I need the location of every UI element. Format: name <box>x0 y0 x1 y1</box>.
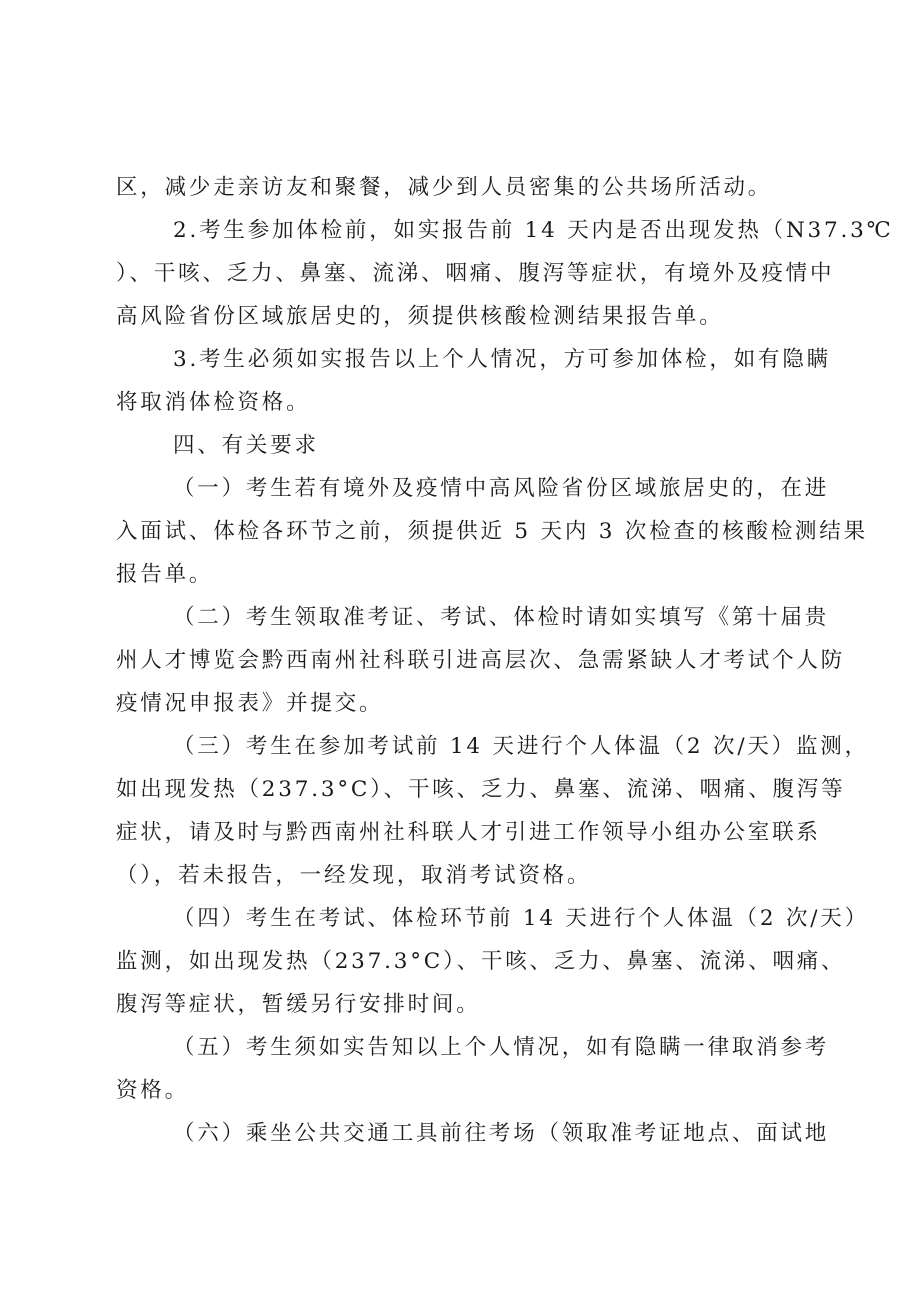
text-line: 3.考生必须如实报告以上个人情况，方可参加体检，如有隐瞒 <box>173 347 831 372</box>
text-line: 报告单。 <box>116 562 214 587</box>
text-line: （六）乘坐公共交通工具前往考场（领取准考证地点、面试地 <box>173 1121 830 1146</box>
text-line: 高风险省份区域旅居史的，须提供核酸检测结果报告单。 <box>116 304 724 329</box>
text-line: 监测，如出现发热（237.3°C）、干咳、乏力、鼻塞、流涕、咽痛、 <box>116 949 846 974</box>
text-line: （），若未报告，一经发现，取消考试资格。 <box>116 863 592 888</box>
text-line: 区，减少走亲访友和聚餐，减少到人员密集的公共场所活动。 <box>116 175 773 200</box>
text-line: 入面试、体检各环节之前，须提供近 5 天内 3 次检查的核酸检测结果 <box>116 519 868 544</box>
text-line: 资格。 <box>116 1078 189 1103</box>
text-line: （五）考生须如实告知以上个人情况，如有隐瞒一律取消参考 <box>173 1035 830 1060</box>
text-line: 2.考生参加体检前，如实报告前 14 天内是否出现发热（N37.3℃ <box>173 218 894 243</box>
text-line: 州人才博览会黔西南州社科联引进高层次、急需紧缺人才考试个人防 <box>116 648 846 673</box>
text-line: 疫情况申报表》并提交。 <box>116 691 384 716</box>
text-line: 腹泻等症状，暂缓另行安排时间。 <box>116 992 481 1017</box>
text-line: ）、干咳、乏力、鼻塞、流涕、咽痛、腹泻等症状，有境外及疫情中 <box>116 261 835 286</box>
text-line: 症状，请及时与黔西南州社科联人才引进工作领导小组办公室联系 <box>116 820 821 845</box>
document-body <box>116 166 894 1155</box>
text-line: （三）考生在参加考试前 14 天进行个人体温（2 次/天）监测， <box>173 734 869 759</box>
text-line: 将取消体检资格。 <box>116 390 311 415</box>
text-line: （四）考生在考试、体检环节前 14 天进行个人体温（2 次/天） <box>173 906 869 931</box>
text-line: （一）考生若有境外及疫情中高风险省份区域旅居史的，在进 <box>173 476 830 501</box>
text-line: （二）考生领取准考证、考试、体检时请如实填写《第十届贵 <box>173 605 830 630</box>
text-line: 如出现发热（237.3°C）、干咳、乏力、鼻塞、流涕、咽痛、腹泻等 <box>116 777 846 802</box>
text-line: 四、有关要求 <box>173 433 319 458</box>
